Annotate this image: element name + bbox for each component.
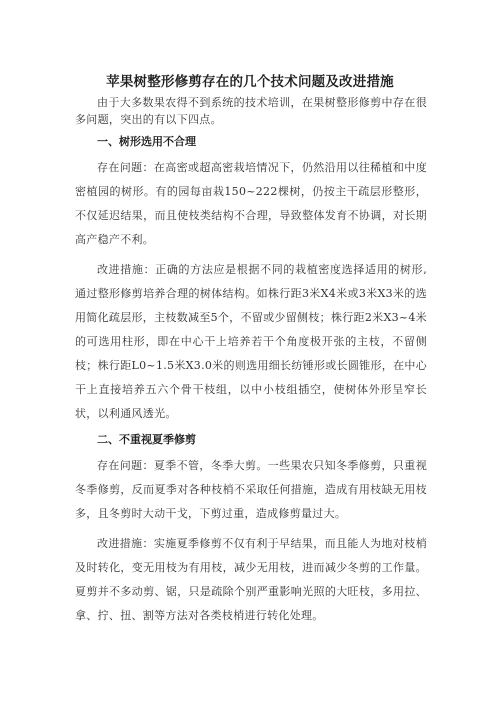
section-1-problem-paragraph: 存在问题：在高密或超高密栽培情况下，仍然沿用以往稀植和中度密植园的树形。有的园每亩栽150~222棵树，仍按主干疏层形整形，不仅延迟结果，而且使枝类结构不合理，导致整体发育不协调，对长期高产稳产不利。: [75, 161, 427, 246]
section-2-solution-paragraph: 改进措施：实施夏季修剪不仅有利于早结果，而且能人为地对枝梢及时转化，变无用枝为有用枝，减少无用枝，进而减少冬剪的工作量。夏剪并不多动剪、锯，只是疏除个别严重影响光照的大旺枝，多用拉、拿、拧、扭、割等方法对各类枝梢进行转化处理。: [75, 537, 427, 622]
section-1-solution-paragraph: 改进措施：正确的方法应是根据不同的栽植密度选择适用的树形,通过整形修剪培养合理的树体结构。如株行距3米X4米或3米X3米的选用简化疏层形，主枝数减至5个，不留或少留侧枝；株行距2米X3~4米的可选用柱形，即在中心干上培养若干个角度极开张的主枝，不留侧枝；株行距L0~1.5米X3.0米的则选用细长纺锤形或长圆锥形，在中心干上直接培养五六个骨干枝组，以中小枝组插空，使树体外形呈窄长状，以利通风透光。: [75, 263, 427, 420]
document-body: [75, 94, 427, 634]
section-heading-summer-pruning: 二、不重视夏季修剪: [97, 433, 196, 446]
section-2-problem-paragraph: 存在问题：夏季不管，冬季大剪。一些果农只知冬季修剪，只重视冬季修剪，反而夏季对各种枝梢不采取任何措施，造成有用枝缺无用枝多，且冬剪时大动干戈，下剪过重，造成修剪量过大。: [75, 459, 427, 520]
section-heading-tree-shape: 一、树形选用不合理: [97, 135, 196, 148]
intro-paragraph: 由于大多数果农得不到系统的技术培训，在果树整形修剪中存在很多问题，突出的有以下四点。: [75, 96, 427, 126]
document-title: 苹果树整形修剪存在的几个技术问题及改进措施: [106, 74, 394, 90]
